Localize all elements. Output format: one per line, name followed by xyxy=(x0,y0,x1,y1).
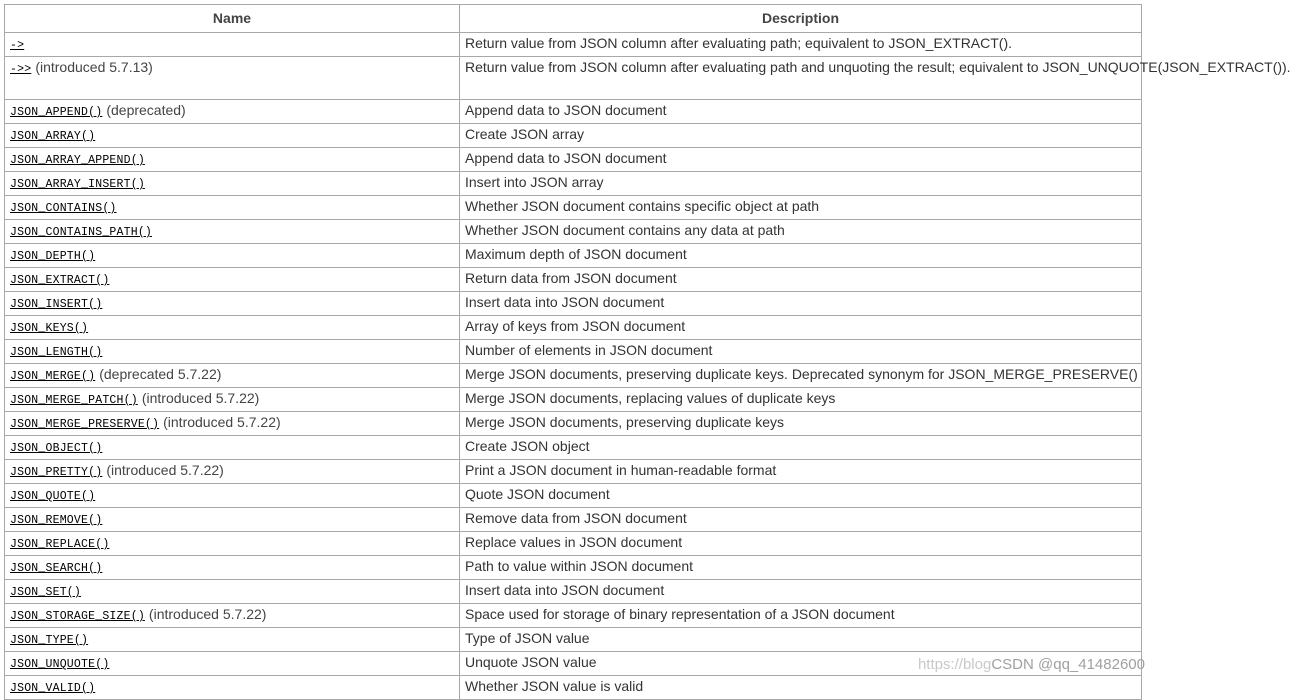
description-cell: Insert data into JSON document xyxy=(460,292,1142,316)
table-row xyxy=(5,364,1142,388)
table-row xyxy=(5,580,1142,604)
function-name-cell xyxy=(5,124,460,148)
function-name-cell xyxy=(5,172,460,196)
function-name-cell xyxy=(5,556,460,580)
watermark xyxy=(918,656,1145,673)
table-row xyxy=(5,556,1142,580)
table-row xyxy=(5,172,1142,196)
version-note: (introduced 5.7.22) xyxy=(163,414,281,430)
function-name-cell xyxy=(5,340,460,364)
function-link[interactable]: JSON_ARRAY_APPEND() xyxy=(10,154,145,167)
table-row xyxy=(5,676,1142,700)
function-name-cell xyxy=(5,484,460,508)
description-cell: Append data to JSON document xyxy=(460,100,1142,124)
function-name-cell xyxy=(5,580,460,604)
function-link[interactable]: JSON_QUOTE() xyxy=(10,490,96,503)
description-cell: Replace values in JSON document xyxy=(460,532,1142,556)
function-link[interactable]: JSON_ARRAY_INSERT() xyxy=(10,178,145,191)
table-row xyxy=(5,388,1142,412)
function-name-cell xyxy=(5,628,460,652)
function-name-cell xyxy=(5,388,460,412)
function-name-cell xyxy=(5,676,460,700)
function-name-cell xyxy=(5,196,460,220)
function-link[interactable]: JSON_OBJECT() xyxy=(10,442,103,455)
function-name-cell xyxy=(5,652,460,676)
version-note: (deprecated) xyxy=(106,102,186,118)
function-name-cell xyxy=(5,508,460,532)
description-cell: Number of elements in JSON document xyxy=(460,340,1142,364)
description-cell: Whether JSON document contains any data at path xyxy=(460,220,1142,244)
function-link[interactable]: JSON_APPEND() xyxy=(10,106,103,119)
watermark-brand: CSDN @qq_41482600 xyxy=(991,656,1145,673)
description-cell: Insert data into JSON document xyxy=(460,580,1142,604)
version-note: (introduced 5.7.22) xyxy=(148,606,267,622)
function-link[interactable]: JSON_CONTAINS_PATH() xyxy=(10,226,153,239)
function-link[interactable]: JSON_CONTAINS() xyxy=(10,202,117,215)
function-link[interactable]: JSON_MERGE() xyxy=(10,370,96,383)
table-row xyxy=(5,292,1142,316)
table-row xyxy=(5,604,1142,628)
json-functions-table xyxy=(4,4,1291,700)
description-cell: Append data to JSON document xyxy=(460,148,1142,172)
description-cell: Merge JSON documents, replacing values of duplicate keys xyxy=(460,388,1142,412)
description-cell: Create JSON array xyxy=(460,124,1142,148)
description-cell: Whether JSON value is valid xyxy=(460,676,1142,700)
table-row xyxy=(5,508,1142,532)
description-cell: Maximum depth of JSON document xyxy=(460,244,1142,268)
function-link[interactable]: JSON_INSERT() xyxy=(10,298,103,311)
table-row xyxy=(5,148,1142,172)
description-cell: Return data from JSON document xyxy=(460,268,1142,292)
table-row xyxy=(5,57,1142,100)
function-name-cell xyxy=(5,412,460,436)
function-link[interactable]: JSON_PRETTY() xyxy=(10,466,103,479)
description-cell: Print a JSON document in human-readable format xyxy=(460,460,1142,484)
function-name-cell xyxy=(5,244,460,268)
function-name-cell xyxy=(5,292,460,316)
function-link[interactable]: JSON_SEARCH() xyxy=(10,562,103,575)
function-name-cell xyxy=(5,436,460,460)
description-cell: Unquote JSON value xyxy=(460,652,1142,676)
header-row xyxy=(5,5,1142,33)
function-link[interactable]: JSON_TYPE() xyxy=(10,634,89,647)
description-cell: Type of JSON value xyxy=(460,628,1142,652)
table-row xyxy=(5,196,1142,220)
version-note: (introduced 5.7.22) xyxy=(106,462,224,478)
function-link[interactable]: -> xyxy=(10,39,25,52)
function-name-cell xyxy=(5,316,460,340)
table-row xyxy=(5,124,1142,148)
function-link[interactable]: JSON_REPLACE() xyxy=(10,538,110,551)
table-row xyxy=(5,268,1142,292)
description-cell: Insert into JSON array xyxy=(460,172,1142,196)
description-cell: Return value from JSON column after evaluating path; equivalent to JSON_EXTRACT(). xyxy=(460,33,1142,57)
watermark-url: https://blog xyxy=(917,656,992,673)
function-link[interactable]: ->> xyxy=(10,63,32,76)
table-row xyxy=(5,460,1142,484)
table-row xyxy=(5,33,1142,57)
function-link[interactable]: JSON_UNQUOTE() xyxy=(10,658,110,671)
description-cell: Return value from JSON column after evaluating path and unquoting the result; equivalent to JSON_UNQUOTE(JSON_EXTRACT()). xyxy=(460,57,1142,100)
description-cell: Merge JSON documents, preserving duplicate keys xyxy=(460,412,1142,436)
description-cell: Merge JSON documents, preserving duplicate keys. Deprecated synonym for JSON_MERGE_PRESERVE() xyxy=(460,364,1142,388)
table-row xyxy=(5,532,1142,556)
function-name-cell xyxy=(5,220,460,244)
table-row xyxy=(5,484,1142,508)
table-row xyxy=(5,340,1142,364)
version-note: (deprecated 5.7.22) xyxy=(99,366,222,382)
table-row xyxy=(5,316,1142,340)
function-link[interactable]: JSON_REMOVE() xyxy=(10,514,103,527)
function-link[interactable]: JSON_EXTRACT() xyxy=(10,274,110,287)
description-column-header: Description xyxy=(460,5,1142,33)
function-link[interactable]: JSON_LENGTH() xyxy=(10,346,103,359)
function-name-cell xyxy=(5,460,460,484)
function-link[interactable]: JSON_VALID() xyxy=(10,682,96,695)
version-note: (introduced 5.7.22) xyxy=(141,390,260,406)
description-cell: Remove data from JSON document xyxy=(460,508,1142,532)
description-cell: Whether JSON document contains specific object at path xyxy=(460,196,1142,220)
table-row xyxy=(5,436,1142,460)
function-name-cell xyxy=(5,33,460,57)
function-name-cell xyxy=(5,268,460,292)
function-name-cell xyxy=(5,364,460,388)
table-row xyxy=(5,244,1142,268)
table-row xyxy=(5,100,1142,124)
description-cell: Create JSON object xyxy=(460,436,1142,460)
version-note: (introduced 5.7.13) xyxy=(35,59,153,75)
function-name-cell xyxy=(5,532,460,556)
table-row xyxy=(5,220,1142,244)
function-link[interactable]: JSON_DEPTH() xyxy=(10,250,96,263)
name-column-header: Name xyxy=(5,5,460,33)
description-cell: Array of keys from JSON document xyxy=(460,316,1142,340)
function-name-cell xyxy=(5,148,460,172)
function-link[interactable]: JSON_MERGE_PRESERVE() xyxy=(10,418,160,431)
function-name-cell xyxy=(5,604,460,628)
function-link[interactable]: JSON_ARRAY() xyxy=(10,130,96,143)
table-row xyxy=(5,628,1142,652)
description-cell: Path to value within JSON document xyxy=(460,556,1142,580)
description-cell: Quote JSON document xyxy=(460,484,1142,508)
function-name-cell xyxy=(5,100,460,124)
function-link[interactable]: JSON_KEYS() xyxy=(10,322,89,335)
description-cell: Space used for storage of binary representation of a JSON document xyxy=(460,604,1142,628)
function-name-cell xyxy=(5,57,460,100)
function-link[interactable]: JSON_SET() xyxy=(10,586,82,599)
function-link[interactable]: JSON_STORAGE_SIZE() xyxy=(10,610,145,623)
function-link[interactable]: JSON_MERGE_PATCH() xyxy=(10,394,138,407)
table-row xyxy=(5,412,1142,436)
